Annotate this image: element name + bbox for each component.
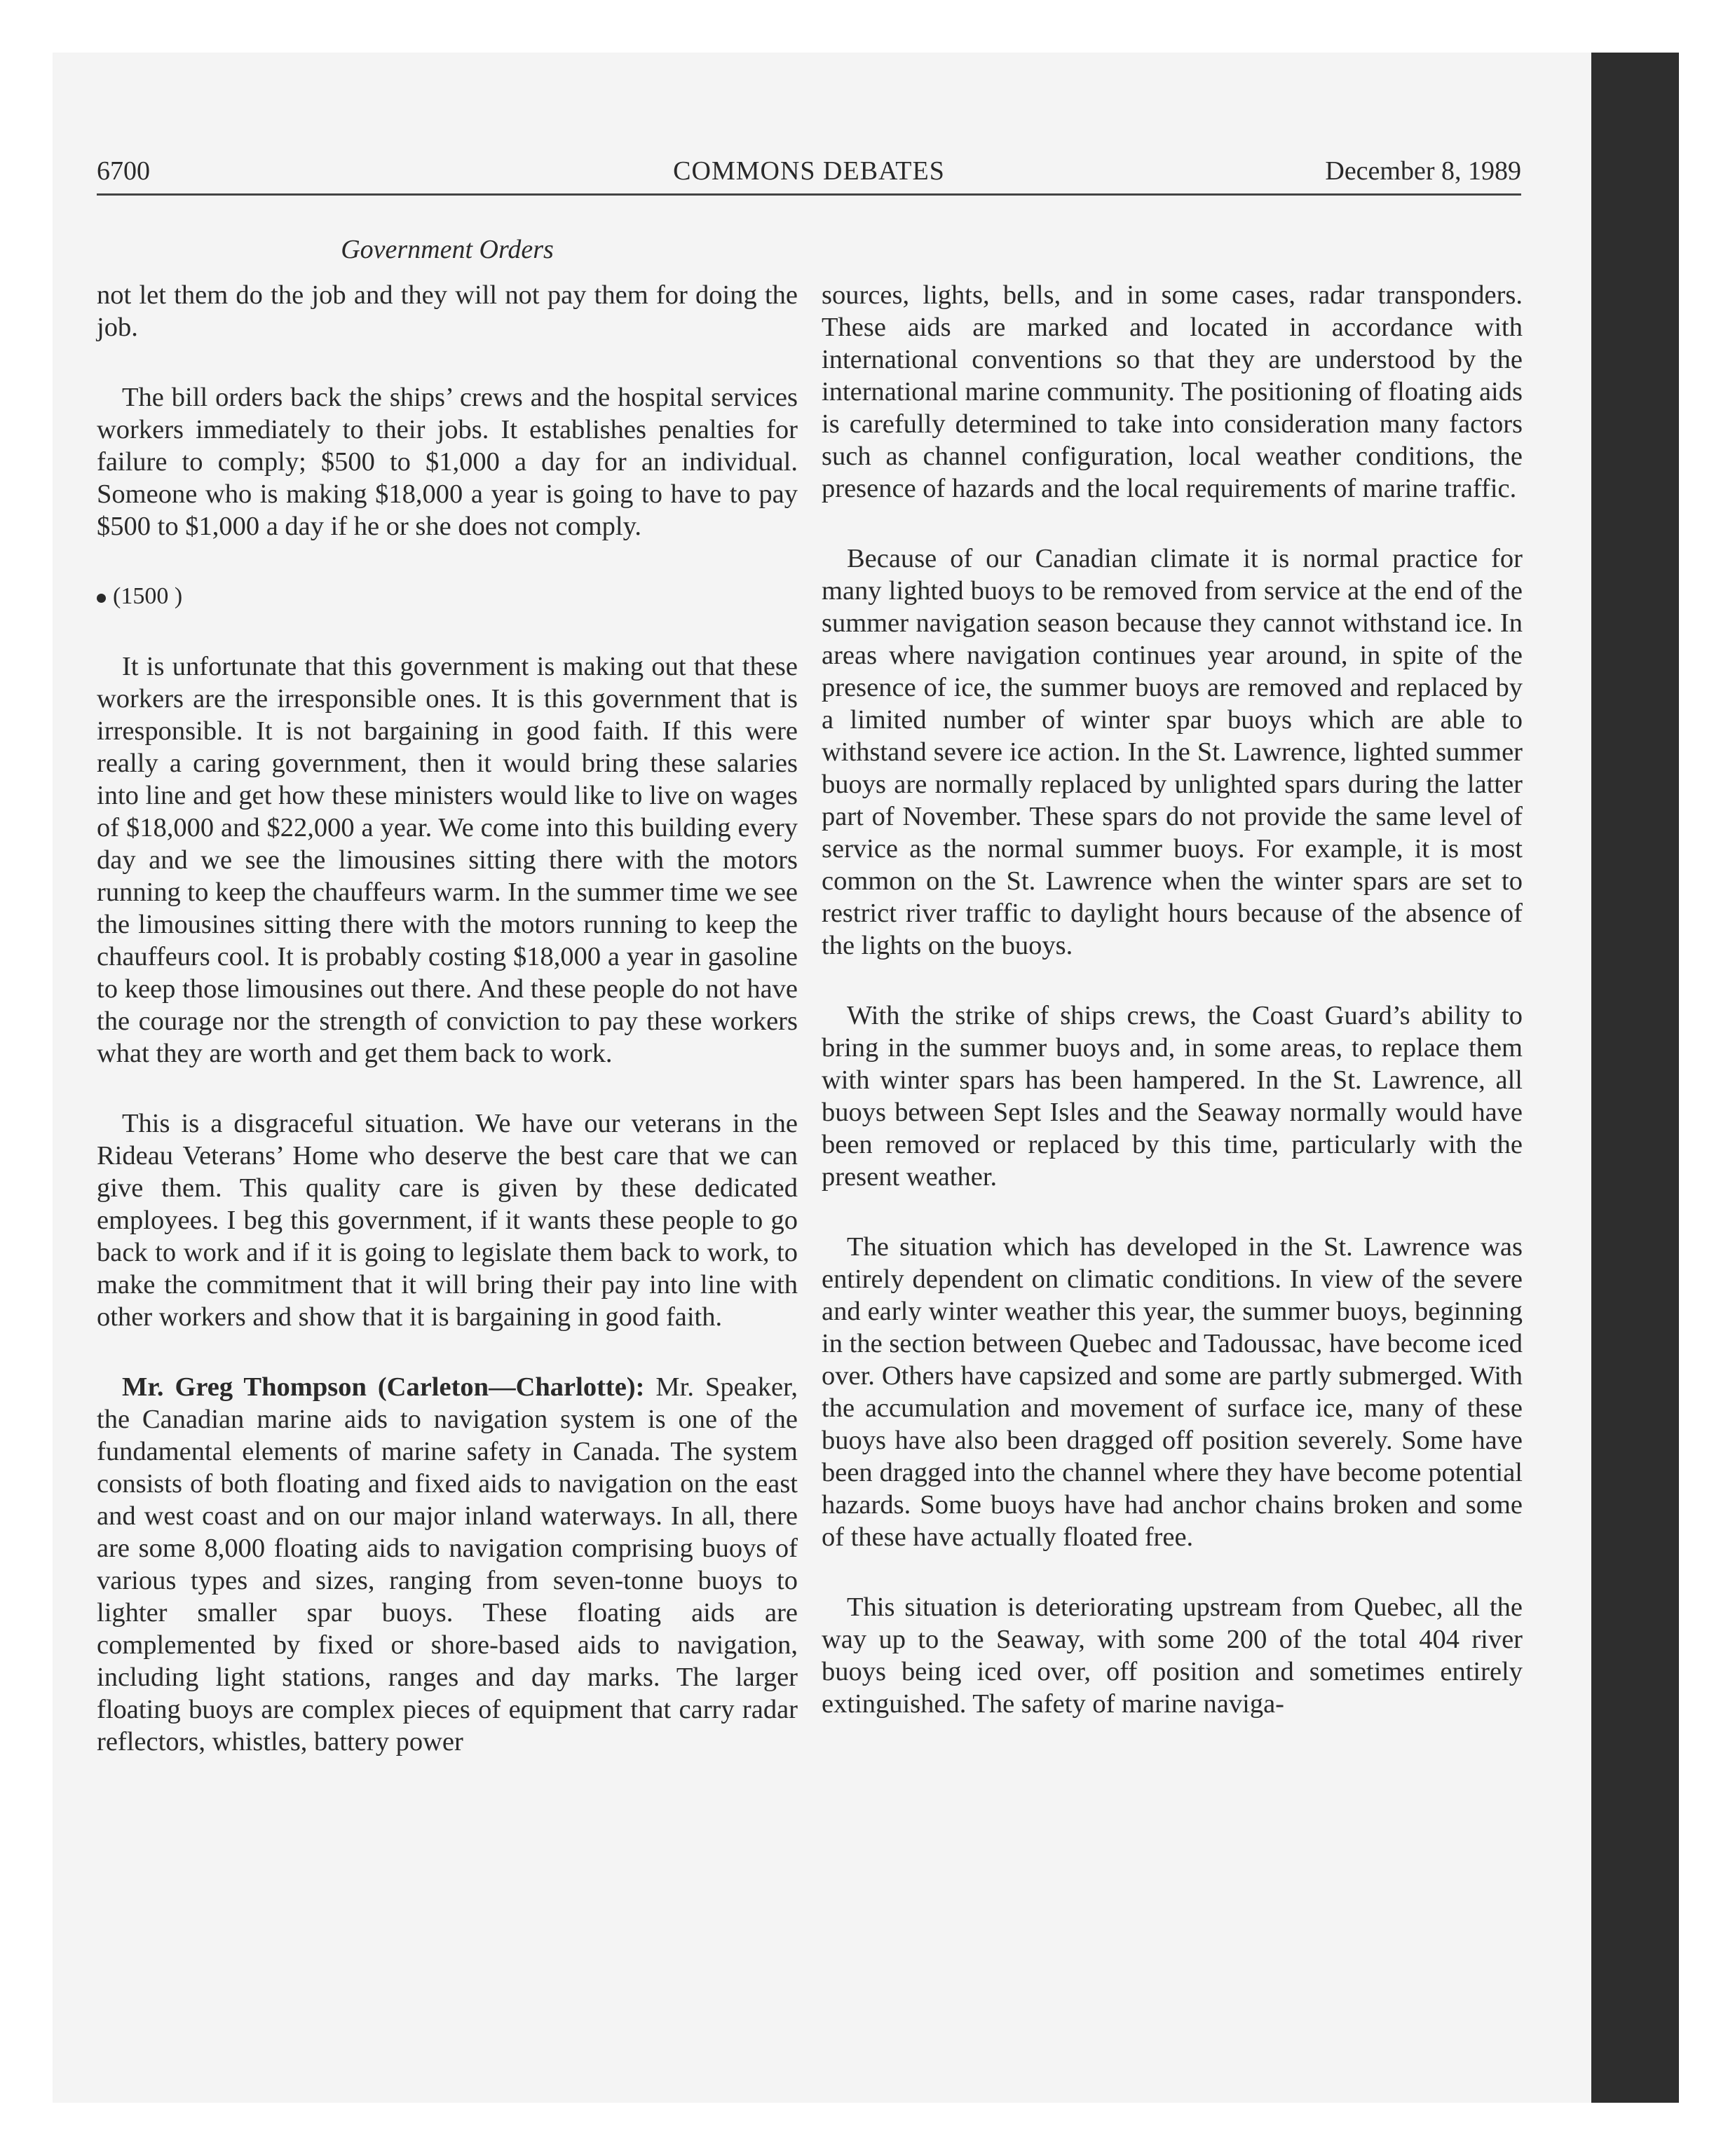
scan-border-bottom — [0, 2103, 1735, 2156]
time-marker-text: (1500 ) — [113, 583, 183, 609]
paragraph: With the strike of ships crews, the Coast Guard’s ability to bring in the summer buoys and, in some areas, to replace them with winter spars has been hampered. In the St. Lawrence, all buoys between Sept Isles and the Seaway normally would have been removed or replaced by this time, particularly with the present weather. — [822, 1001, 1523, 1192]
speech-paragraph — [97, 1371, 798, 1758]
speaker-name: Mr. Greg Thompson (Carleton—Charlotte): — [122, 1372, 645, 1402]
paragraph: Because of our Canadian climate it is normal practice for many lighted buoys to be removed from service at the end of the summer navigation season because they cannot withstand ice. In areas where navigation continues year around, in spite of the presence of ice, the summer buoys are removed and replaced by a limited number of winter spar buoys which are able to withstand severe ice action. In the St. Lawrence, lighted summer buoys are normally replaced by unlighted spars during the latter part of November. These spars do not provide the same level of service as the normal summer buoys. For example, it is most common on the St. Lawrence when the winter spars are set to restrict river traffic to daylight hours because of the absence of the lights on the buoys. — [822, 544, 1523, 960]
page-number: 6700 — [97, 156, 150, 186]
header-rule — [97, 193, 1521, 196]
running-title: COMMONS DEBATES — [673, 156, 945, 186]
paragraph: The situation which has developed in the St. Lawrence was entirely dependent on climatic conditions. In view of the severe and early winter weather this year, the summer buoys, beginning in the section between Quebec and Tadoussac, have become iced over. Others have capsized and some are partly submerged. With the accumulation and movement of surface ice, many of these buoys have also been dragged off position severely. Some have been dragged into the channel where they have become potential hazards. Some buoys have had anchor chains broken and some of these have actually floated free. — [822, 1232, 1523, 1552]
paragraph: This situation is deteriorating upstream from Quebec, all the way up to the Seaway, with some 200 of the total 404 river buoys being iced over, off position and sometimes entirely extinguished. The safety of marine naviga- — [822, 1592, 1523, 1719]
paragraph: sources, lights, bells, and in some cases, radar transponders. These aids are marked and located in accordance with international conventions so that they are understood by the international marine community. The positioning of floating aids is carefully determined to take into consideration many factors such as channel configuration, local weather conditions, the presence of hazards and the local requirements of marine traffic. — [822, 280, 1523, 503]
scan-border-right — [1679, 0, 1735, 2156]
paragraph: This is a disgraceful situation. We have our veterans in the Rideau Veterans’ Home who deserve the best care that we can give them. This quality care is given by these dedicated employees. I beg this government, if it wants these people to go back to work and if it is going to legislate them back to work, to make the commitment that it will bring their pay into line with other workers and show that it is bargaining in good faith. — [97, 1109, 798, 1332]
scanned-page-edge — [1591, 53, 1679, 2103]
speech-text: Mr. Speaker, the Canadian marine aids to navigation system is one of the fundamental elements of marine safety in Canada. The system consists of both floating and fixed aids to navigation on the east and west coast and on our major inland waterways. In all, there are some 8,000 floating aids to navigation comprising buoys of various types and sizes, ranging from seven-tonne buoys to lighter smaller spar buoys. These floating aids are complemented by fixed or shore-based aids to navigation, including light stations, ranges and day marks. The larger floating buoys are complex pieces of equipment that carry radar reflectors, whistles, battery power — [97, 1372, 798, 1756]
left-column — [97, 279, 798, 1796]
paragraph: It is unfortunate that this government is making out that these workers are the irresponsible ones. It is this government that is irresponsible. It is not bargaining in good faith. If this were really a caring government, then it would bring these salaries into line and get how these ministers would like to live on wages of $18,000 and $22,000 a year. We come into this building every day and we see the limousines sitting there with the motors running to keep the chauffeurs warm. In the summer time we see the limousines sitting there with the motors running to keep the chauffeurs cool. It is probably costing $18,000 a year in gasoline to keep those limousines out there. And these people do not have the courage nor the strength of conviction to pay these workers what they are worth and get them back to work. — [97, 652, 798, 1068]
scan-border-top — [0, 0, 1735, 53]
section-title: Government Orders — [341, 235, 554, 264]
time-marker — [97, 580, 798, 613]
right-column — [822, 279, 1523, 1758]
paragraph: The bill orders back the ships’ crews and the hospital services workers immediately to their jobs. It establishes penalties for failure to comply; $500 to $1,000 a day for an individual. Someone who is making $18,000 a year is going to have to pay $500 to $1,000 a day if he or she does not comply. — [97, 383, 798, 541]
header-date: December 8, 1989 — [1325, 156, 1521, 186]
paragraph: not let them do the job and they will not pay them for doing the job. — [97, 280, 798, 342]
page-header — [97, 156, 1521, 195]
scan-border-left — [0, 0, 53, 2156]
bullet-icon — [97, 594, 106, 603]
